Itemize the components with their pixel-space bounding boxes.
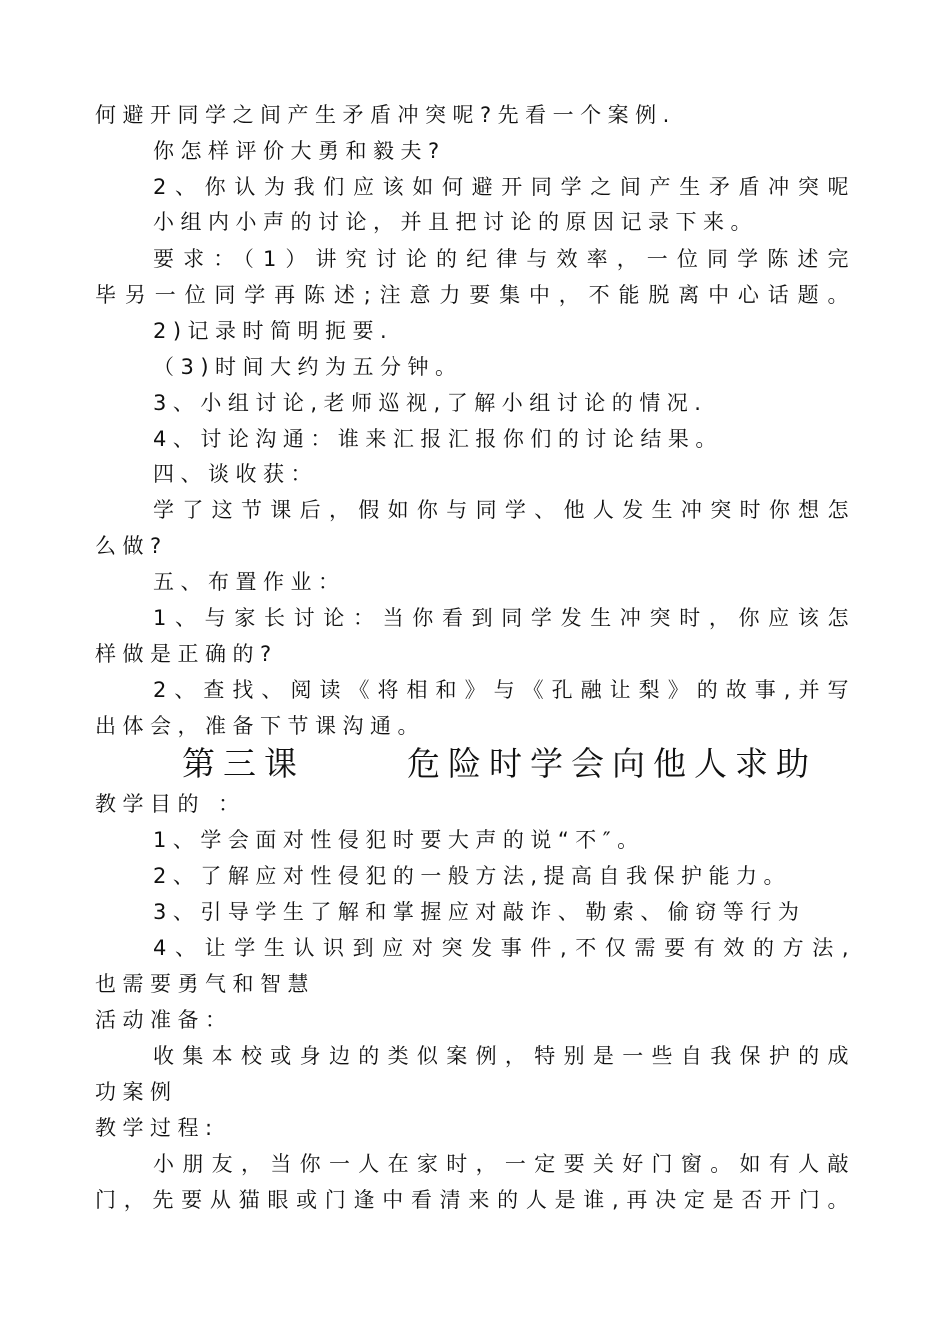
text-line-15: 1、与家长讨论：当你看到同学发生冲突时，你应该怎: [153, 606, 855, 630]
text-line-prep-2: 功案例: [95, 1080, 178, 1104]
text-line-goal-2: 2、了解应对性侵犯的一般方法,提高自我保护能力。: [153, 864, 792, 888]
section-heading-harvest: 四、谈收获：: [153, 462, 318, 486]
text-line-6: 毕另一位同学再陈述;注意力要集中，不能脱离中心话题。: [95, 283, 855, 307]
text-line-3: 2、你认为我们应该如何避开同学之间产生矛盾冲突呢: [153, 175, 855, 199]
text-line-13: 么做?: [95, 534, 168, 558]
text-line-goal-4: 4、让学生认识到应对突发事件,不仅需要有效的方法,: [153, 936, 855, 960]
text-line-1: 何避开同学之间产生矛盾冲突呢?先看一个案例.: [95, 103, 676, 127]
text-line-8: （3)时间大约为五分钟。: [153, 355, 463, 379]
text-line-2: 你怎样评价大勇和毅夫?: [153, 139, 446, 163]
text-line-16: 样做是正确的?: [95, 642, 278, 666]
heading-teaching-process: 教学过程:: [95, 1116, 219, 1140]
text-line-10: 4、讨论沟通：谁来汇报汇报你们的讨论结果。: [153, 427, 723, 451]
text-line-prep-1: 收集本校或身边的类似案例，特别是一些自我保护的成: [153, 1044, 855, 1068]
section-heading-homework: 五、布置作业：: [153, 570, 346, 594]
text-line-17: 2、查找、阅读《将相和》与《孔融让梨》的故事,并写: [153, 678, 855, 702]
text-line-goal-4-cont: 也需要勇气和智慧: [95, 972, 315, 996]
lesson-number: 第三课: [182, 744, 305, 783]
text-line-9: 3、小组讨论,老师巡视,了解小组讨论的情况.: [153, 391, 708, 415]
text-line-7: 2)记录时简明扼要.: [153, 319, 394, 343]
text-line-18: 出体会，准备下节课沟通。: [95, 714, 425, 738]
text-line-12: 学了这节课后，假如你与同学、他人发生冲突时你想怎: [153, 498, 855, 522]
heading-activity-prep: 活动准备：: [95, 1008, 233, 1032]
text-line-goal-1: 1、学会面对性侵犯时要大声的说“不″。: [153, 828, 645, 852]
text-line-5: 要求：（1）讲究讨论的纪律与效率，一位同学陈述完: [153, 247, 855, 271]
text-line-goal-3: 3、引导学生了解和掌握应对敲诈、勒索、偷窃等行为: [153, 900, 806, 924]
text-line-process-1: 小朋友，当你一人在家时，一定要关好门窗。如有人敲: [153, 1152, 855, 1176]
lesson-topic: 危险时学会向他人求助: [407, 744, 817, 783]
text-line-4: 小组内小声的讨论，并且把讨论的原因记录下来。: [153, 210, 758, 234]
text-line-process-2: 门，先要从猫眼或门逢中看清来的人是谁,再决定是否开门。: [95, 1188, 855, 1212]
lesson-title: [182, 738, 842, 790]
heading-teaching-goals: 教学目的 ：: [95, 792, 246, 816]
